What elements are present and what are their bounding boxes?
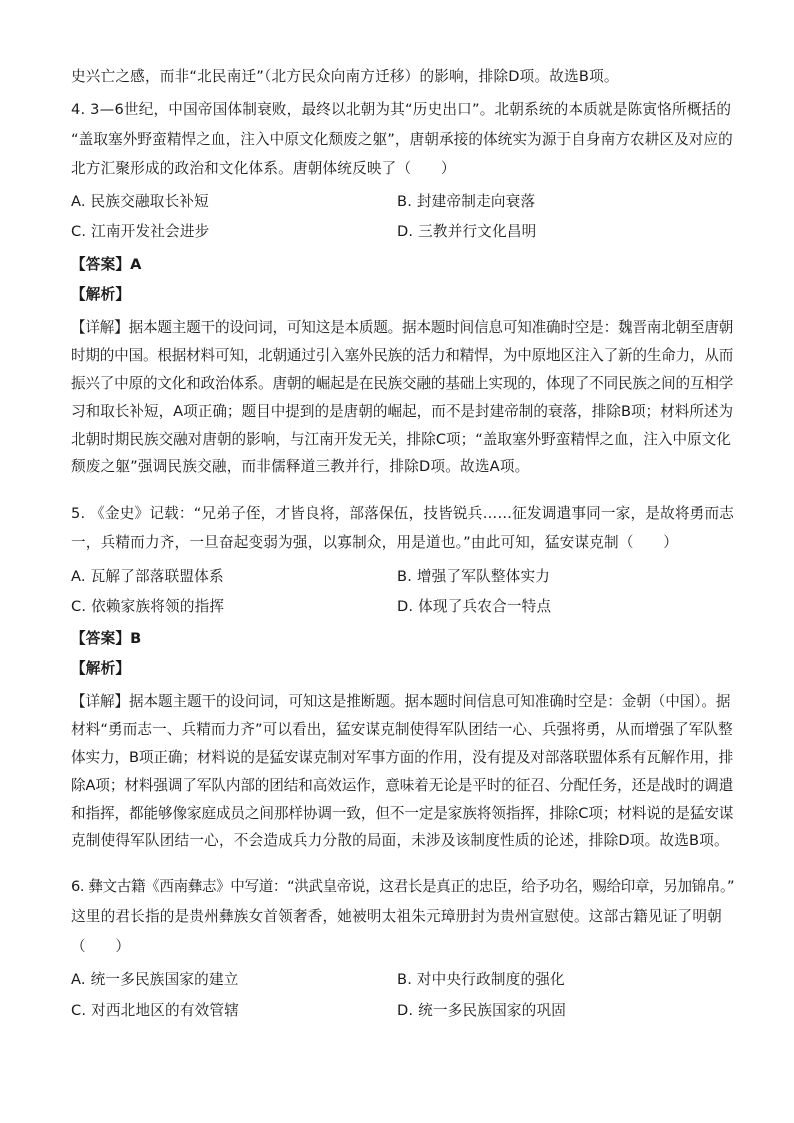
- q5-stem-line: 5. 《金史》记载：“兄弟子侄，才皆良将，部落保伍，技皆锐兵……征发调遣事同一家，是故将勇而志: [71, 505, 735, 522]
- q4-detail-line: 颓废之躯”强调民族交融，而非儒释道三教并行，排除D项。故选A项。: [71, 458, 530, 475]
- q5-answer: 【答案】B: [71, 630, 142, 647]
- q5-detail-line: 【详解】据本题主题干的设问词，可知这是推断题。据本题时间信息可知准确时空是：金朝（中国）。据: [71, 693, 731, 710]
- q4-option-a: A. 民族交融取长补短: [71, 193, 209, 210]
- q6-option-c: C. 对西北地区的有效管辖: [71, 1002, 240, 1019]
- q6-stem-line: （ ）: [71, 938, 131, 955]
- q6-option-b: B. 对中央行政制度的强化: [397, 971, 565, 988]
- q4-detail-line: 习和取长补短，A项正确；题目中提到的是唐朝的崛起，而不是封建帝制的衰落，排除B项；材料所述为: [71, 403, 734, 420]
- intro-tail-text: 史兴亡之感，而非“北民南迁”（北方民众向南方迁移）的影响，排除D项。故选B项。: [71, 68, 619, 85]
- q5-analysis-label: 【解析】: [71, 660, 131, 677]
- q4-option-d: D. 三教并行文化昌明: [397, 223, 537, 240]
- q4-detail-line: 北朝时期民族交融对唐朝的影响，与江南开发无关，排除C项；“盖取塞外野蛮精悍之血，注入中原文化: [71, 431, 731, 448]
- q5-detail-line: 和指挥，都能够像家庭成员之间那样协调一致，但不一定是家族将领指挥，排除C项；材料说的是猛安谋: [71, 805, 734, 822]
- q5-option-b: B. 增强了军队整体实力: [397, 568, 551, 585]
- q5-option-d: D. 体现了兵农合一特点: [397, 598, 552, 615]
- q5-detail-line: 体实力，B项正确；材料说的是猛安谋克制对军事方面的作用，没有提及对部落联盟体系有瓦解作用，排: [71, 749, 734, 766]
- q4-option-b: B. 封建帝制走向衰落: [397, 193, 536, 210]
- q6-stem-line: 这里的君长指的是贵州彝族女首领奢香，她被明太祖朱元璋册封为贵州宣慰使。这部古籍见证了明朝: [71, 908, 722, 925]
- q5-stem-line: 一，兵精而力齐，一旦奋起变弱为强，以寡制众，用是道也。”由此可知，猛安谋克制（ ）: [71, 534, 679, 551]
- q6-stem-line: 6. 彝文古籍《西南彝志》中写道：“洪武皇帝说，这君长是真正的忠臣，给予功名，赐给印章，另加锦帛。”: [71, 878, 735, 895]
- q4-stem-line: 4. 3—6世纪，中国帝国体制衰败，最终以北朝为其“历史出口”。北朝系统的本质就是陈寅恪所概括的: [71, 101, 732, 118]
- q4-analysis-label: 【解析】: [71, 286, 131, 303]
- q4-stem-line: 北方汇聚形成的政治和文化体系。唐朝体统反映了（ ）: [71, 160, 456, 177]
- q6-option-d: D. 统一多民族国家的巩固: [397, 1002, 567, 1019]
- q4-stem-line: “盖取塞外野蛮精悍之血，注入中原文化颓废之躯”，唐朝承接的体统实为源于自身南方农耕区及对应的: [71, 131, 733, 148]
- q5-detail-line: 除A项；材料强调了军队内部的团结和高效运作，意味着无论是平时的征召、分配任务，还是战时的调遣: [71, 777, 734, 794]
- q5-option-a: A. 瓦解了部落联盟体系: [71, 568, 224, 585]
- q4-answer: 【答案】A: [71, 256, 142, 273]
- q4-option-c: C. 江南开发社会进步: [71, 223, 210, 240]
- q4-detail-line: 振兴了中原的文化和政治体系。唐朝的崛起是在民族交融的基础上实现的，体现了不同民族之间的互相学: [71, 375, 734, 392]
- q5-detail-line: 材料“勇而志一、兵精而力齐”可以看出，猛安谋克制使得军队团结一心、兵强将勇，从而增强了军队整: [71, 721, 733, 738]
- q6-option-a: A. 统一多民族国家的建立: [71, 971, 239, 988]
- q4-detail-line: 时期的中国。根据材料可知，北朝通过引入塞外民族的活力和精悍，为中原地区注入了新的生命力，从而: [71, 347, 734, 364]
- q5-option-c: C. 依赖家族将领的指挥: [71, 598, 225, 615]
- q5-detail-line: 克制使得军队团结一心，不会造成兵力分散的局面，未涉及该制度性质的论述，排除D项。故选B项。: [71, 832, 729, 849]
- q4-detail-line: 【详解】据本题主题干的设问词，可知这是本质题。据本题时间信息可知准确时空是：魏晋南北朝至唐朝: [71, 319, 734, 336]
